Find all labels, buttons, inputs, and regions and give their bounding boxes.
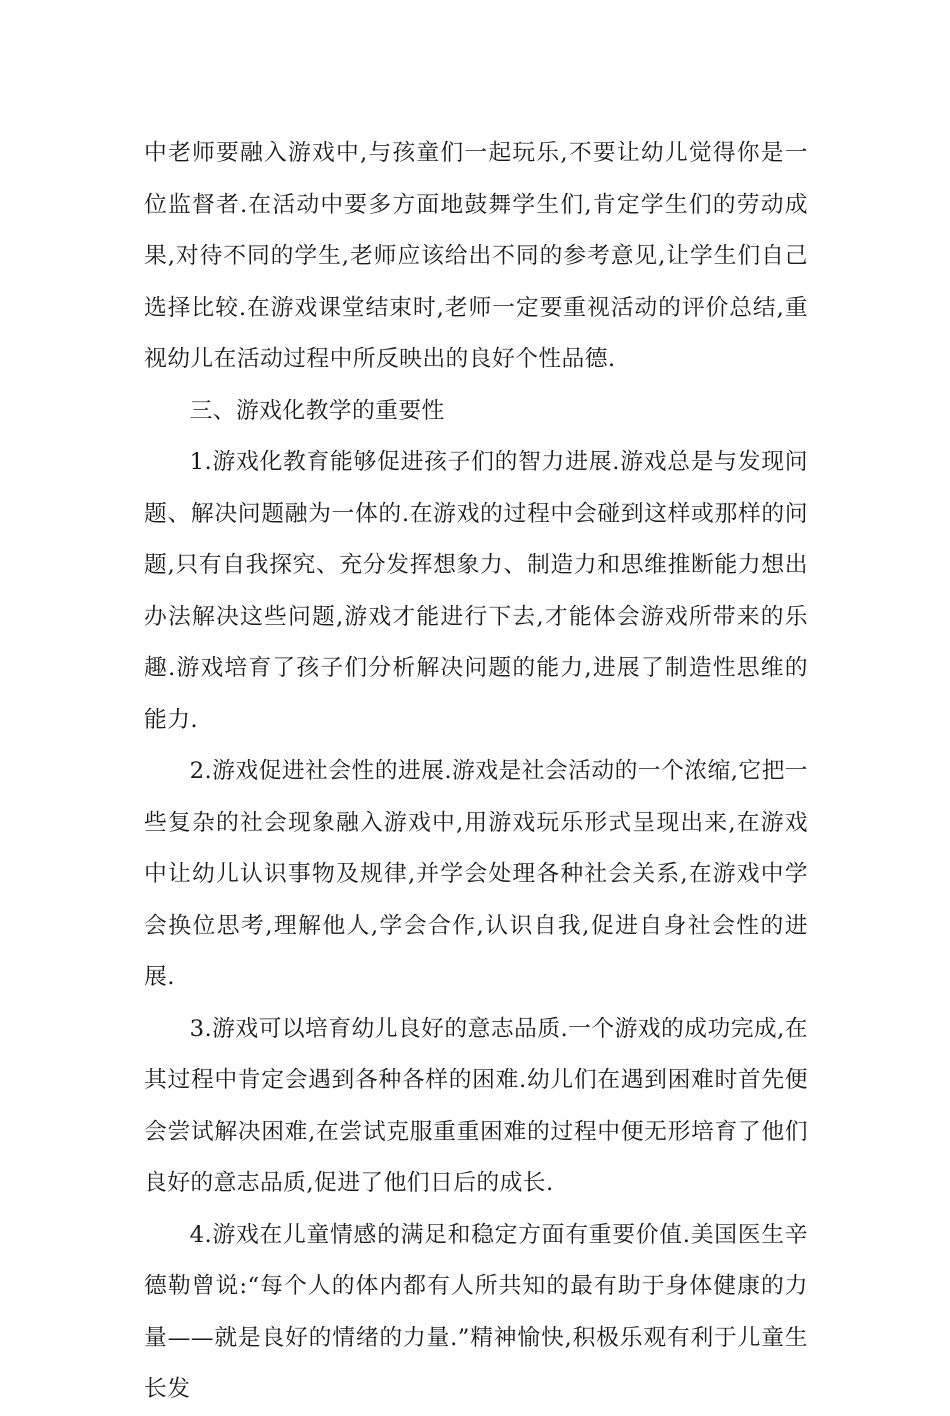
paragraph-continuation: 中老师要融入游戏中,与孩童们一起玩乐,不要让幼儿觉得你是一位监督者.在活动中要多方面地鼓舞学生们,肯定学生们的劳动成果,对待不同的学生,老师应该给出不同的参考意见,让学生们自己选择比较.在游戏课堂结束时,老师一定要重视活动的评价总结,重视幼儿在活动过程中所反映出的良好个性品德. [144, 140, 808, 372]
paragraph-point-2: 2.游戏促进社会性的进展.游戏是社会活动的一个浓缩,它把一些复杂的社会现象融入游戏中,用游戏玩乐形式呈现出来,在游戏中让幼儿认识事物及规律,并学会处理各种社会关系,在游戏中学会换位思考,理解他人,学会合作,认识自我,促进自身社会性的进展. [144, 758, 808, 990]
paragraph-point-3: 3.游戏可以培育幼儿良好的意志品质.一个游戏的成功完成,在其过程中肯定会遇到各种各样的困难.幼儿们在遇到困难时首先便会尝试解决困难,在尝试克服重重困难的过程中便无形培育了他们良好的意志品质,促进了他们日后的成长. [144, 1015, 808, 1196]
section-heading: 三、游戏化教学的重要性 [189, 397, 445, 424]
paragraph-point-1: 1.游戏化教育能够促进孩子们的智力进展.游戏总是与发现问题、解决问题融为一体的.在游戏的过程中会碰到这样或那样的问题,只有自我探究、充分发挥想象力、制造力和思维推断能力想出办法解决这些问题,游戏才能进行下去,才能体会游戏所带来的乐趣.游戏培育了孩子们分析解决问题的能力,进展了制造性思维的能力. [144, 449, 808, 733]
document-body [144, 128, 808, 1416]
paragraph-point-4: 4.游戏在儿童情感的满足和稳定方面有重要价值.美国医生辛德勒曾说:“每个人的体内都有人所共知的最有助于身体健康的力量——就是良好的情绪的力量.”精神愉快,积极乐观有利于儿童生长发 [144, 1221, 808, 1402]
